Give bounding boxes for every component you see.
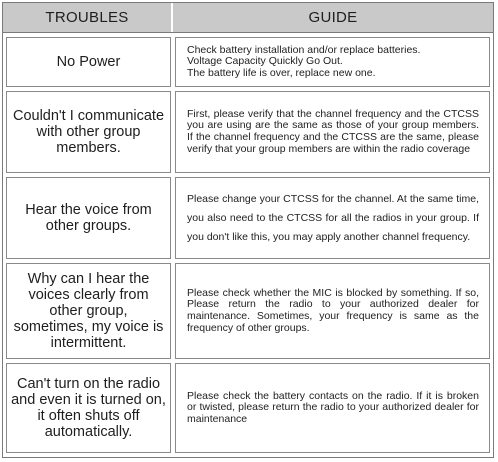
trouble-text: No Power bbox=[56, 54, 121, 70]
trouble-text: Couldn't I communicate with other group members. bbox=[12, 108, 165, 156]
trouble-cell bbox=[6, 177, 171, 259]
table-row bbox=[6, 91, 490, 173]
table-header bbox=[3, 3, 493, 33]
trouble-cell bbox=[6, 91, 171, 173]
guide-line: Check battery installation and/or replace batteries. bbox=[187, 43, 421, 56]
guide-column-header: GUIDE bbox=[308, 9, 358, 26]
table-row bbox=[6, 177, 490, 259]
trouble-cell bbox=[6, 363, 171, 453]
table-row bbox=[6, 363, 490, 453]
trouble-cell bbox=[6, 37, 171, 87]
trouble-text: Hear the voice from other groups. bbox=[25, 202, 152, 234]
guide-line: The battery life is over, replace new one. bbox=[187, 66, 376, 79]
guide-text: Please check the battery contacts on the radio. If it is broken or twisted, please return the radio to your authorized dealer for maintenance bbox=[187, 389, 479, 425]
guide-cell bbox=[175, 37, 490, 87]
guide-cell bbox=[175, 177, 490, 259]
guide-text: First, please verify that the channel frequency and the CTCSS you are using are the same as those of your group members. If the channel frequency and the CTCSS are the same, please verify that your group members are within the radio coverage bbox=[187, 107, 479, 155]
guide-cell bbox=[175, 363, 490, 453]
troubles-column-header: TROUBLES bbox=[45, 9, 129, 26]
trouble-cell bbox=[6, 263, 171, 359]
guide-text: Please check whether the MIC is blocked by something. If so, Please return the radio to your authorized dealer for maintenance. Sometimes, your frequency is same as the frequency of other groups. bbox=[187, 286, 479, 334]
guide-cell bbox=[175, 91, 490, 173]
guide-cell bbox=[175, 263, 490, 359]
guide-text: Please change your CTCSS for the channel. At the same time, you also need to the CTCSS for all the radios in your group. If you don't like this, you may apply another channel frequency. bbox=[187, 192, 479, 243]
guide-line: Voltage Capacity Quickly Go Out. bbox=[187, 55, 343, 68]
trouble-text: Can't turn on the radio and even it is turned on, it often shuts off automatically. bbox=[11, 376, 166, 440]
table-row bbox=[6, 263, 490, 359]
troubleshooting-table bbox=[2, 2, 494, 458]
trouble-text: Why can I hear the voices clearly from other group, sometimes, my voice is intermittent. bbox=[13, 271, 164, 351]
table-row bbox=[6, 37, 490, 87]
